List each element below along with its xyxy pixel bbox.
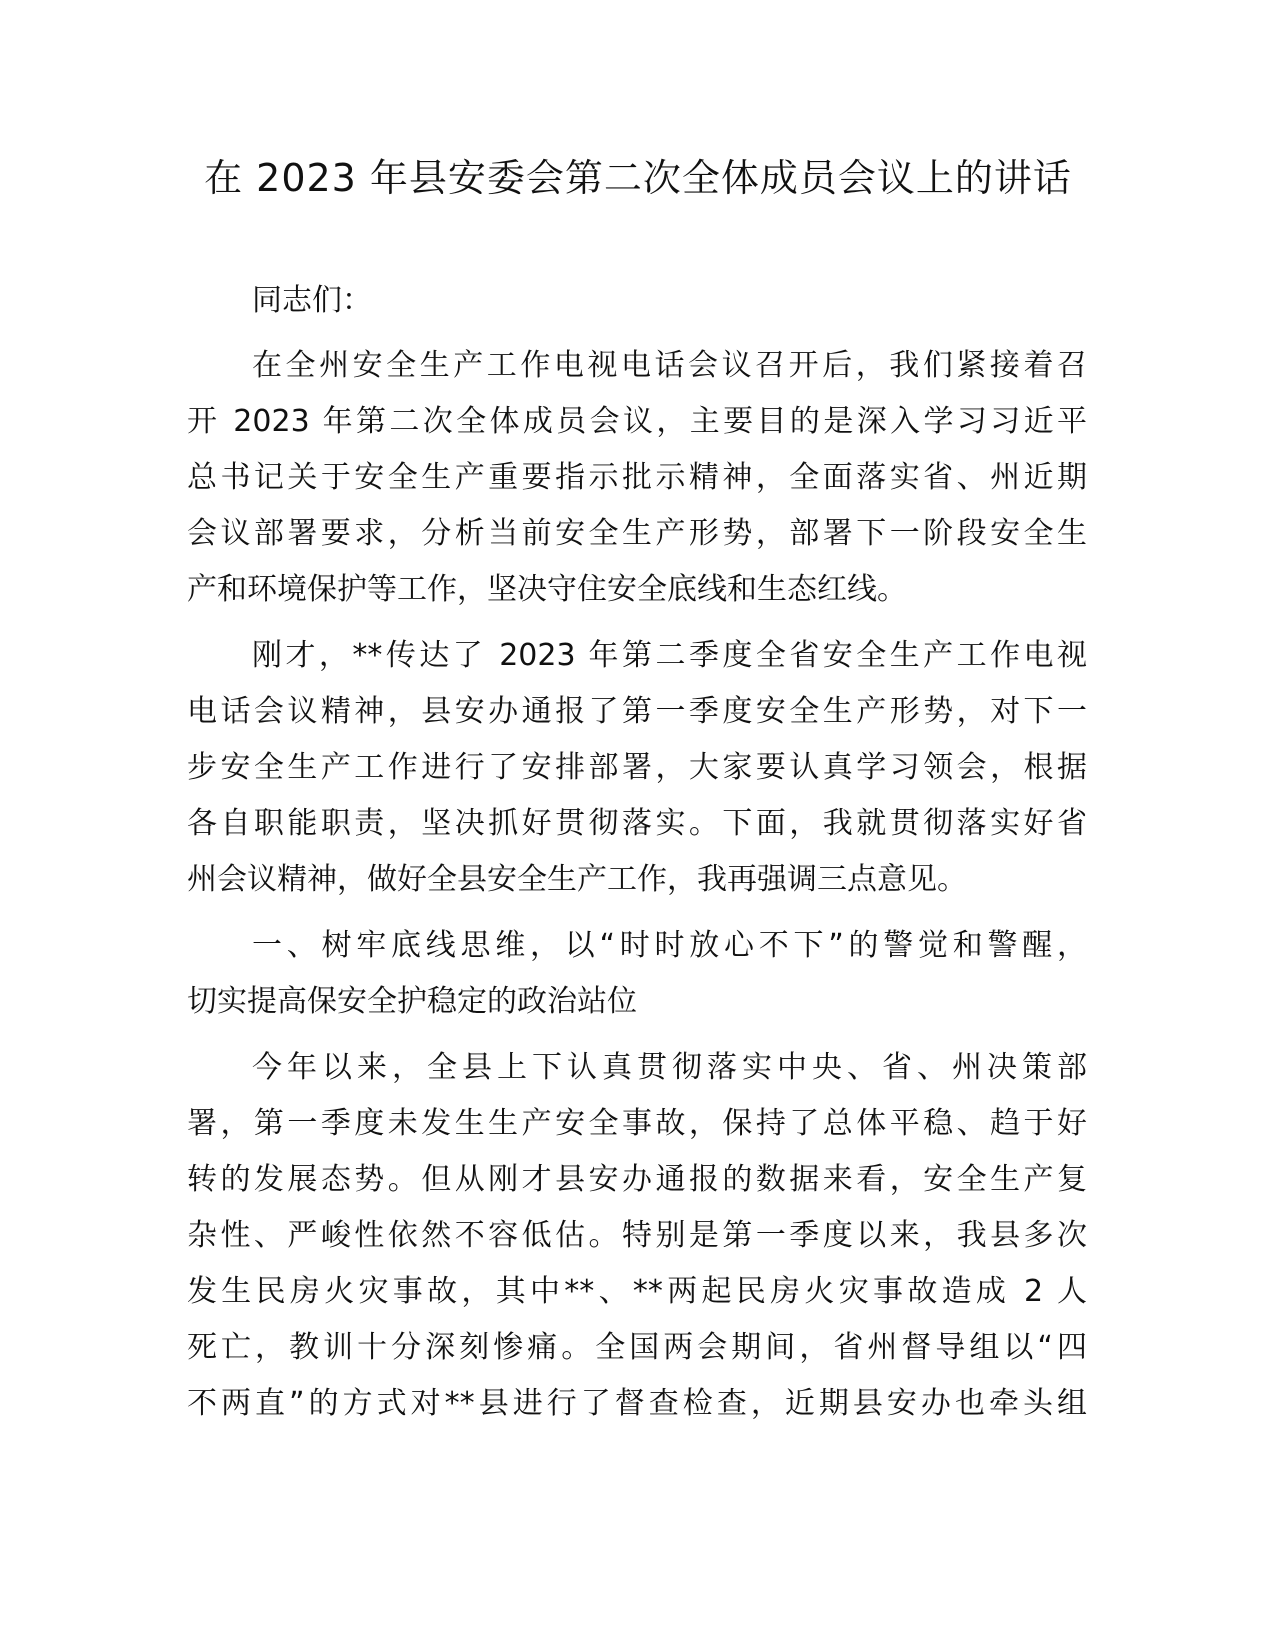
paragraph-line: 电话会议精神，县安办通报了第一季度安全生产形势，对下一 [187,694,1087,729]
paragraph-line: 会议部署要求，分析当前安全生产形势，部署下一阶段安全生 [187,516,1087,551]
paragraph-line: 不两直”的方式对**县进行了督查检查，近期县安办也牵头组 [187,1386,1087,1421]
section-heading: 切实提高保安全护稳定的政治站位 [187,984,637,1019]
paragraph-line: 死亡，教训十分深刻惨痛。全国两会期间，省州督导组以“四 [187,1330,1087,1365]
paragraph-line: 开 2023 年第二次全体成员会议，主要目的是深入学习习近平 [187,404,1087,439]
document-title: 在 2023 年县安委会第二次全体成员会议上的讲话 [204,156,1072,200]
paragraph-line: 今年以来，全县上下认真贯彻落实中央、省、州决策部 [252,1050,1087,1085]
paragraph-line: 杂性、严峻性依然不容低估。特别是第一季度以来，我县多次 [187,1218,1087,1253]
paragraph-line: 在全州安全生产工作电视电话会议召开后，我们紧接着召 [252,348,1087,383]
paragraph-line: 产和环境保护等工作，坚决守住安全底线和生态红线。 [187,572,907,607]
paragraph-line: 州会议精神，做好全县安全生产工作，我再强调三点意见。 [187,862,967,897]
paragraph-line: 署，第一季度未发生生产安全事故，保持了总体平稳、趋于好 [187,1106,1087,1141]
salutation: 同志们： [252,283,372,318]
paragraph-line: 总书记关于安全生产重要指示批示精神，全面落实省、州近期 [187,460,1087,495]
paragraph-line: 刚才，**传达了 2023 年第二季度全省安全生产工作电视 [252,638,1087,673]
paragraph-line: 发生民房火灾事故，其中**、**两起民房火灾事故造成 2 人 [187,1274,1087,1309]
section-heading: 一、树牢底线思维，以“时时放心不下”的警觉和警醒， [252,928,1087,963]
paragraph-line: 转的发展态势。但从刚才县安办通报的数据来看，安全生产复 [187,1162,1087,1197]
paragraph-line: 步安全生产工作进行了安排部署，大家要认真学习领会，根据 [187,750,1087,785]
paragraph-line: 各自职能职责，坚决抓好贯彻落实。下面，我就贯彻落实好省 [187,806,1087,841]
